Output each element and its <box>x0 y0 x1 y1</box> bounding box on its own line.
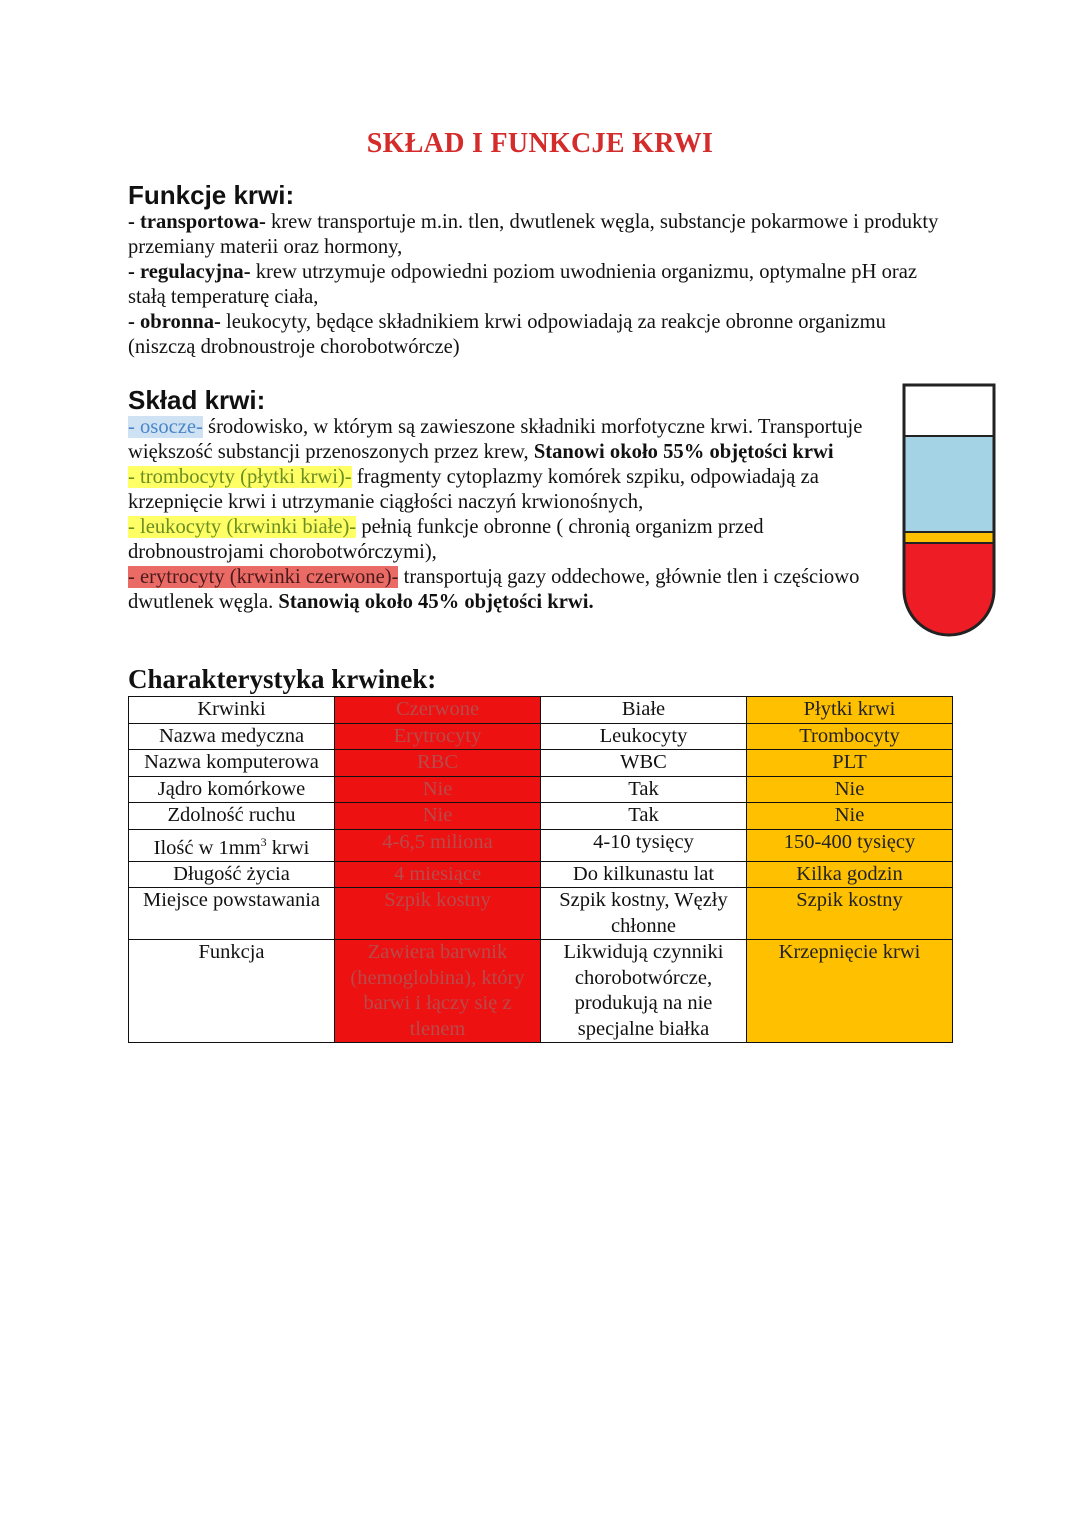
red-cells-cell: RBC <box>335 750 541 777</box>
white-cells-cell: Szpik kostny, Węzły chłonne <box>541 888 747 940</box>
white-cells-cell: Likwidują czynniki chorobotwórcze, produkują na nie specjalne białka <box>541 940 747 1043</box>
row-label-superscript: 3 <box>260 834 267 849</box>
red-cells-cell: Erytrocyty <box>335 723 541 750</box>
row-label-cell: Funkcja <box>129 940 335 1043</box>
function-text: krew utrzymuje odpowiedni poziom uwodnienia organizmu, optymalne pH oraz stałą temperaturę ciała, <box>128 261 918 308</box>
red-cells-cell: Nie <box>335 803 541 830</box>
erythrocytes-text: transportują gazy oddechowe, głównie tlen i częściowo dwutlenek węgla. <box>128 566 860 613</box>
table-row <box>129 803 953 830</box>
composition-leukocytes <box>128 515 868 565</box>
platelets-cell: Nie <box>747 776 953 803</box>
platelets-cell: PLT <box>747 750 953 777</box>
red-cells-cell: 4 miesiące <box>335 861 541 888</box>
row-label-cell: Nazwa medyczna <box>129 723 335 750</box>
white-cells-cell: Białe <box>541 697 747 724</box>
function-term: - obronna- <box>128 311 221 333</box>
cells-section <box>128 664 958 694</box>
platelets-cell: Szpik kostny <box>747 888 953 940</box>
red-cells-cell: Czerwone <box>335 697 541 724</box>
table-row <box>129 940 953 1043</box>
functions-heading: Funkcje krwi: <box>128 180 295 210</box>
functions-section <box>128 180 958 360</box>
red-cells-cell: 4-6,5 miliona <box>335 829 541 861</box>
table-row <box>129 723 953 750</box>
white-cells-cell: Tak <box>541 776 747 803</box>
table-row <box>129 888 953 940</box>
plasma-term: - osocze- <box>128 416 203 438</box>
row-label-cell: Długość życia <box>129 861 335 888</box>
platelets-cell: Płytki krwi <box>747 697 953 724</box>
row-label-cell: Zdolność ruchu <box>129 803 335 830</box>
cells-table <box>128 696 953 1043</box>
composition-section <box>128 385 868 615</box>
white-cells-cell: Tak <box>541 803 747 830</box>
platelets-cell: Nie <box>747 803 953 830</box>
row-label-text: krwi <box>266 836 310 859</box>
composition-platelets <box>128 465 868 515</box>
row-label-cell: Jądro komórkowe <box>129 776 335 803</box>
platelets-cell: Kilka godzin <box>747 861 953 888</box>
composition-heading: Skład krwi: <box>128 385 266 415</box>
red-cells-cell: Nie <box>335 776 541 803</box>
leukocytes-text: pełnią funkcje obronne ( chronią organizm przed drobnoustrojami chorobotwórczymi), <box>128 516 764 563</box>
erythrocytes-term: - erytrocyty (krwinki czerwone)- <box>128 566 399 588</box>
erythrocytes-share: Stanowią około 45% objętości krwi. <box>278 591 594 613</box>
leukocytes-term: - leukocyty (krwinki białe)- <box>128 516 357 538</box>
row-label-cell: Krwinki <box>129 697 335 724</box>
white-cells-cell: 4-10 tysięcy <box>541 829 747 861</box>
row-label-cell <box>129 829 335 861</box>
red-cells-cell: Szpik kostny <box>335 888 541 940</box>
platelets-term: - trombocyty (płytki krwi)- <box>128 466 352 488</box>
composition-erythrocytes <box>128 565 868 615</box>
tube-plasma-layer <box>904 436 994 532</box>
table-row <box>129 697 953 724</box>
table-row <box>129 829 953 861</box>
function-item-regulation <box>128 260 958 310</box>
plasma-text: środowisko, w którym są zawieszone składniki morfotyczne krwi. Transportuje większość substancji przenoszonych przez krew, <box>128 416 863 463</box>
red-cells-cell: Zawiera barwnik (hemoglobina), który barwi i łączy się z tlenem <box>335 940 541 1043</box>
platelets-cell: Krzepnięcie krwi <box>747 940 953 1043</box>
composition-plasma <box>128 415 868 465</box>
platelets-cell: Trombocyty <box>747 723 953 750</box>
platelets-text: fragmenty cytoplazmy komórek szpiku, odpowiadają za krzepnięcie krwi i utrzymanie ciągłości naczyń krwionośnych, <box>128 466 819 513</box>
table-row <box>129 861 953 888</box>
row-label-text: Ilość w 1mm <box>153 836 261 859</box>
tube-buffy-layer <box>904 532 994 543</box>
function-term: - transportowa- <box>128 211 266 233</box>
platelets-cell: 150-400 tysięcy <box>747 829 953 861</box>
cells-heading: Charakterystyka krwinek: <box>128 664 437 694</box>
function-item-transport <box>128 210 958 260</box>
plasma-share: Stanowi około 55% objętości krwi <box>533 441 834 463</box>
white-cells-cell: WBC <box>541 750 747 777</box>
function-text: krew transportuje m.in. tlen, dwutlenek węgla, substancje pokarmowe i produkty przemiany materii oraz hormony, <box>128 211 939 258</box>
row-label-cell: Miejsce powstawania <box>129 888 335 940</box>
function-item-defense <box>128 310 958 360</box>
tube-empty-layer <box>904 385 994 436</box>
white-cells-cell: Leukocyty <box>541 723 747 750</box>
table-row <box>129 776 953 803</box>
function-term: - regulacyjna- <box>128 261 251 283</box>
white-cells-cell: Do kilkunastu lat <box>541 861 747 888</box>
page-title: SKŁAD I FUNKCJE KRWI <box>366 128 714 159</box>
row-label-cell: Nazwa komputerowa <box>129 750 335 777</box>
function-text: leukocyty, będące składnikiem krwi odpowiadają za reakcje obronne organizmu (niszczą drobnoustroje chorobotwórcze) <box>128 311 886 358</box>
blood-test-tube-illustration <box>902 383 996 638</box>
table-row <box>129 750 953 777</box>
